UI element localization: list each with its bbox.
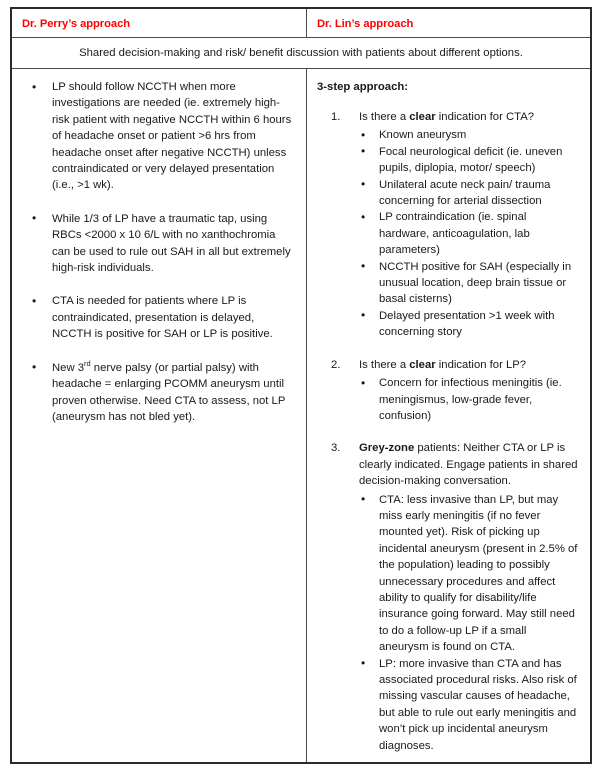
- step-text-before: Is there a: [359, 358, 410, 371]
- sub-list: [359, 127, 578, 340]
- list-item: • Known aneurysm: [359, 127, 578, 143]
- table-shared-row: [12, 38, 590, 69]
- table-header-row: [12, 9, 590, 38]
- list-item: • NCCTH positive for SAH (especially in unusual location, deep brain tissue or basal cisterns): [359, 259, 578, 308]
- step-emphasis: clear: [409, 111, 436, 123]
- shared-decision-statement: Shared decision-making and risk/ benefit discussion with patients about different options.: [79, 47, 523, 59]
- list-item: • Concern for infectious meningitis (ie. meningismus, low-grade fever, confusion): [359, 375, 578, 424]
- step-text-after: indication for LP?: [435, 358, 527, 371]
- list-item: [317, 109, 578, 341]
- step-text-before: Is there a: [359, 111, 410, 123]
- comparison-table: [10, 7, 592, 764]
- sub-list: [359, 375, 578, 424]
- list-item: • Focal neurological deficit (ie. uneven pupils, diplopia, motor/ speech): [359, 144, 578, 177]
- list-item: • While 1/3 of LP have a traumatic tap, using RBCs <2000 x 10 6/L with no xanthochromia can be used to rule out SAH in all but extremely high-risk individuals.: [20, 211, 296, 277]
- sub-list: [359, 492, 578, 755]
- step-text-after: patients: Neither CTA or LP is clearly indicated. Engage patients in shared decision-making conversation.: [359, 442, 578, 488]
- list-item: • Delayed presentation >1 week with concerning story: [359, 308, 578, 341]
- ordinal-suffix: rd: [84, 358, 91, 368]
- body-cell-lin: [307, 69, 590, 762]
- list-item: • LP contraindication (ie. spinal hardware, anticoagulation, lab parameters): [359, 209, 578, 258]
- list-item: [317, 357, 578, 425]
- list-item: • LP should follow NCCTH when more investigations are needed (ie. extremely high-risk patient with negative NCCTH within 6 hours of headache onset or patient >6 hrs from headache onset after negative NCCTH) unless contraindicated or very delayed presentation (i.e., >1 wk).: [20, 79, 296, 194]
- header-cell-right: [307, 9, 590, 37]
- list-item: • CTA is needed for patients where LP is contraindicated, presentation is delayed, NCCTH is positive for SAH or LP is positive.: [20, 293, 296, 342]
- table-body-row: [12, 69, 590, 762]
- body-cell-perry: [12, 69, 307, 762]
- lin-step-list: [317, 109, 578, 754]
- three-step-heading: 3-step approach:: [317, 81, 409, 93]
- step-emphasis: clear: [409, 358, 436, 371]
- perry-bullet-list: [20, 79, 296, 425]
- step-emphasis: Grey-zone: [359, 442, 415, 455]
- column-title-lin: Dr. Lin’s approach: [317, 18, 414, 30]
- list-item: • Unilateral acute neck pain/ trauma concerning for arterial dissection: [359, 177, 578, 210]
- list-item: [317, 440, 578, 754]
- column-title-perry: Dr. Perry’s approach: [22, 18, 131, 30]
- list-item-rest: nerve palsy (or partial palsy) with headache = enlarging PCOMM aneurysm until proven otherwise. Need CTA to assess, not LP (aneurysm has not bled yet).: [52, 361, 286, 423]
- header-cell-left: [12, 9, 307, 37]
- step-text-after: indication for CTA?: [435, 111, 535, 123]
- list-item: • LP: more invasive than CTA and has associated procedural risks. Also risk of missing vascular causes of headache, but able to rule out early meningitis and won’t pick up incidental aneurysm diagnoses.: [359, 656, 578, 754]
- list-item-prefix: New 3: [52, 361, 85, 374]
- list-item: • CTA: less invasive than LP, but may miss early meningitis (if no fever mounted yet). Risk of picking up incidental aneurysm (present in 2.5% of the population) leading to possibly unnecessary procedures and affect ability to qualify for disability/life insurance going forward. May still need to do a follow-up LP if a small aneurysm is found on CTA.: [359, 492, 578, 656]
- list-item: [20, 360, 296, 426]
